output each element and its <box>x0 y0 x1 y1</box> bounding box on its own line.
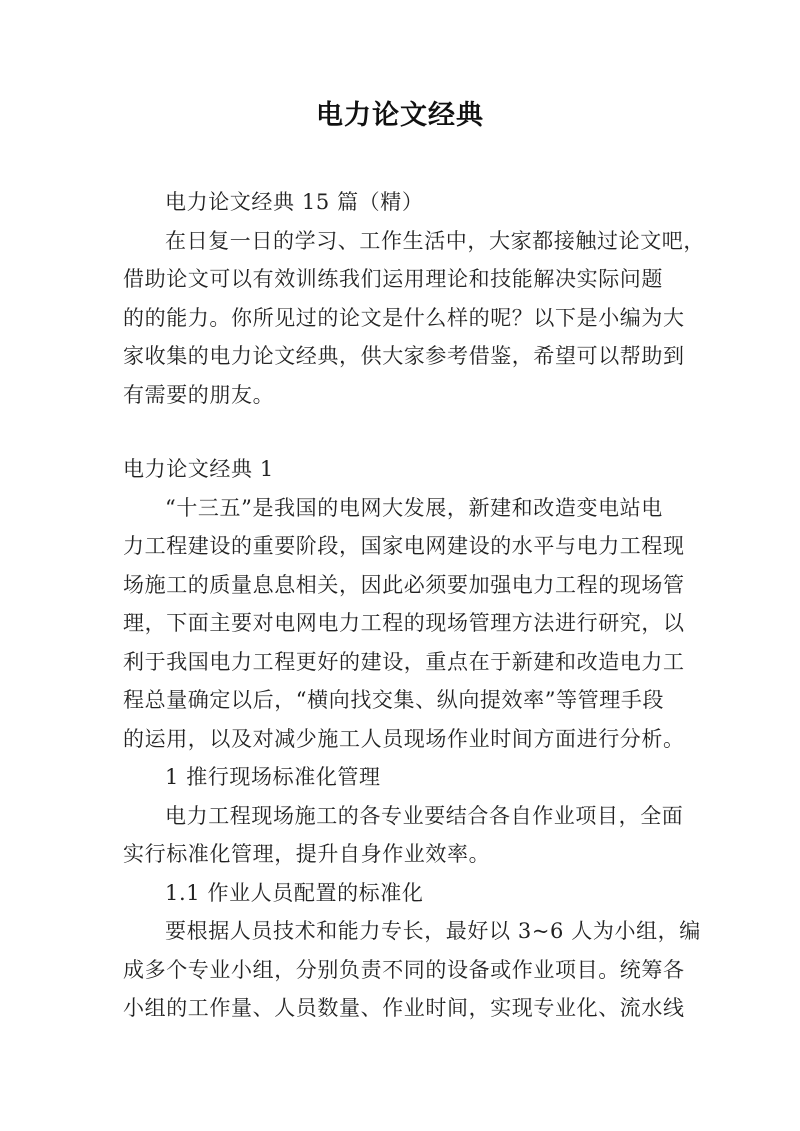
subsection-heading: 1 推行现场标准化管理 <box>165 765 381 789</box>
subsection-paragraph-line: 电力工程现场施工的各专业要结合各自作业项目，全面 <box>165 803 684 828</box>
intro-paragraph-line: 有需要的朋友。 <box>123 382 275 407</box>
subsubsection-paragraph-line: 要根据人员技术和能力专长，最好以 3~6 人为小组，编 <box>165 919 701 943</box>
section-paragraph-line: 场施工的质量息息相关，因此必须要加强电力工程的现场管 <box>123 572 685 597</box>
intro-paragraph-line: 借助论文可以有效训练我们运用理论和技能解决实际问题 <box>123 267 663 291</box>
intro-paragraph-line: 家收集的电力论文经典，供大家参考借鉴，希望可以帮助到 <box>123 344 685 368</box>
intro-block <box>123 183 705 414</box>
section-1-block <box>123 450 701 1028</box>
intro-subtitle: 电力论文经典 15 篇（精） <box>165 190 424 214</box>
subsubsection-paragraph-line: 成多个专业小组，分别负责不同的设备或作业项目。统筹各 <box>123 957 685 982</box>
subsection-paragraph-line: 实行标准化管理，提升自身作业效率。 <box>123 842 491 866</box>
section-paragraph-line: “十三五”是我国的电网大发展，新建和改造变电站电 <box>165 495 663 520</box>
document-title: 电力论文经典 <box>316 100 484 131</box>
section-paragraph-line: 力工程建设的重要阶段，国家电网建设的水平与电力工程现 <box>123 534 685 558</box>
subsubsection-paragraph-line: 小组的工作量、人员数量、作业时间，实现专业化、流水线 <box>123 996 685 1020</box>
section-paragraph-line: 的运用，以及对减少施工人员现场作业时间方面进行分析。 <box>123 726 685 751</box>
section-paragraph-line: 理，下面主要对电网电力工程的现场管理方法进行研究，以 <box>123 611 685 635</box>
intro-paragraph-line: 在日复一日的学习、工作生活中，大家都接触过论文吧， <box>165 228 705 253</box>
section-paragraph-line: 程总量确定以后，“横向找交集、纵向提效率”等管理手段 <box>123 688 665 712</box>
section-heading: 电力论文经典 1 <box>123 457 274 481</box>
subsubsection-heading: 1.1 作业人员配置的标准化 <box>165 880 424 905</box>
section-paragraph-line: 利于我国电力工程更好的建设，重点在于新建和改造电力工 <box>123 649 685 674</box>
intro-paragraph-line: 的的能力。你所见过的论文是什么样的呢？以下是小编为大 <box>123 305 685 330</box>
